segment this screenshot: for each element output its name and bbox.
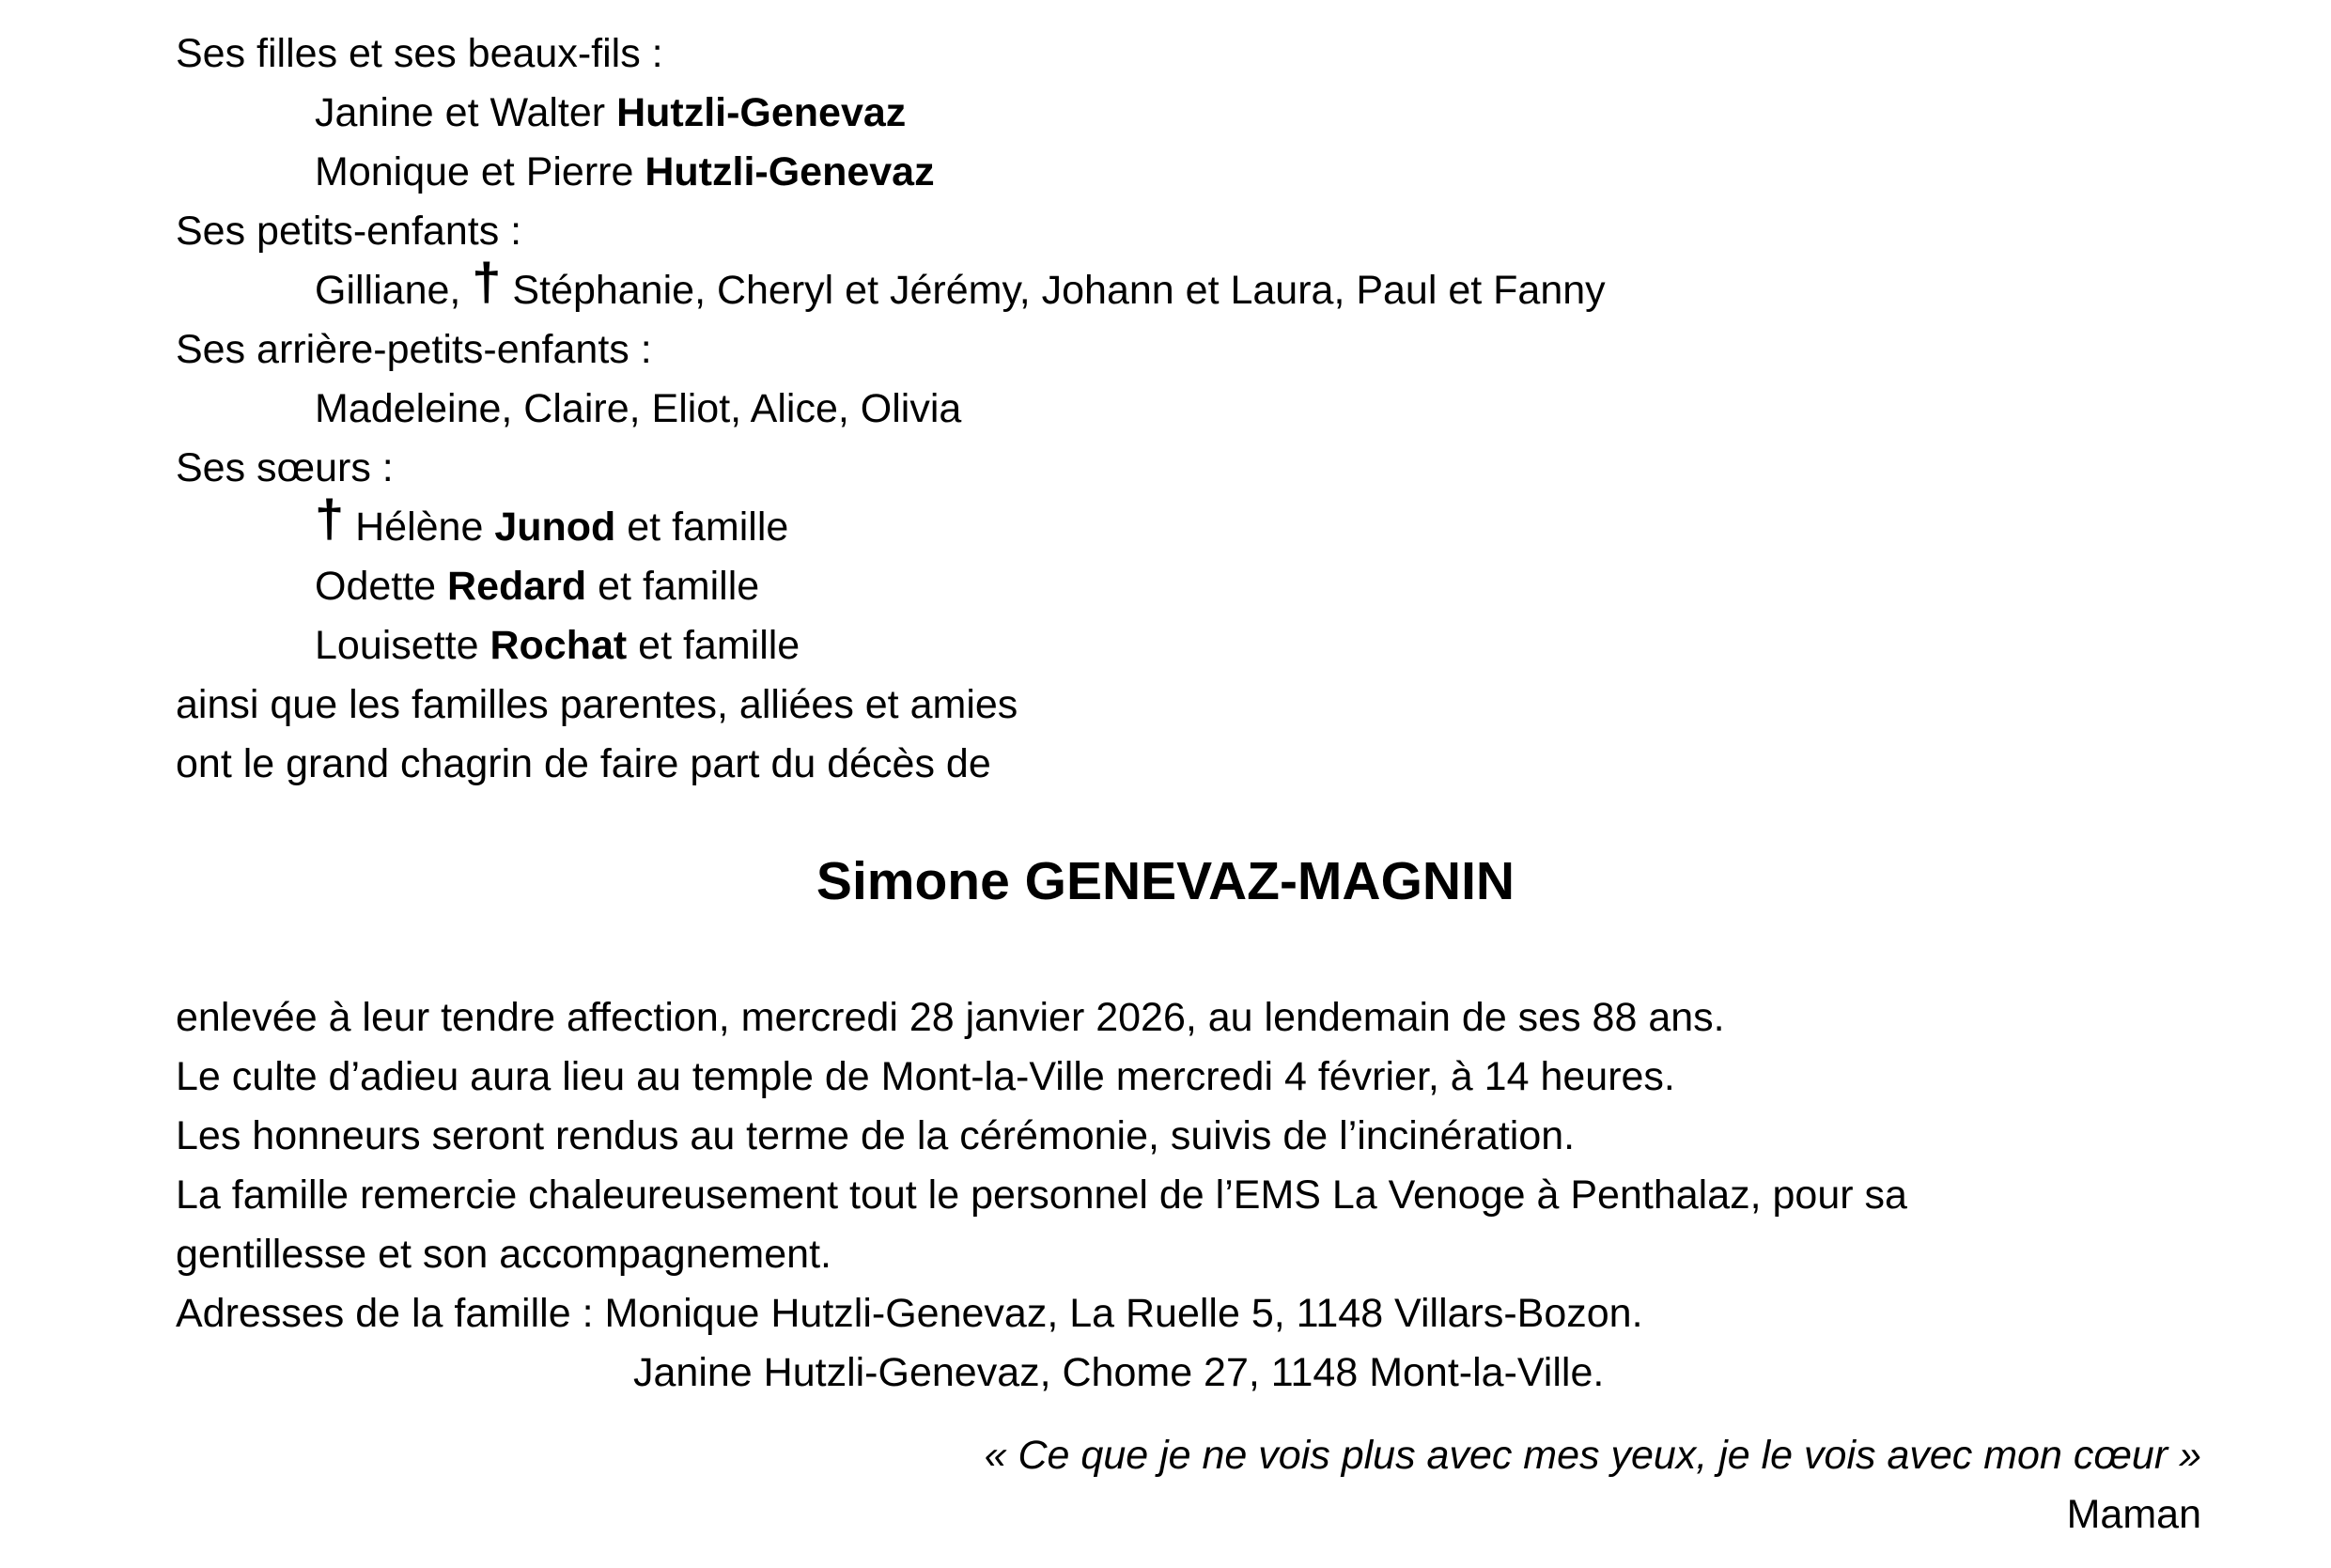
family-surname: Junod: [494, 505, 616, 550]
family-surname: Redard: [447, 564, 587, 609]
detail-line-death-date: enlevée à leur tendre affection, mercredi 28 janvier 2026, au lendemain de ses 88 ans.: [176, 995, 1725, 1040]
family-line-text: Louisette: [315, 623, 490, 668]
family-line-text: Odette: [315, 564, 448, 609]
family-line-text: Stéphanie, Cheryl et Jérémy, Johann et Laura, Paul et Fanny: [501, 268, 1606, 313]
family-line-text: Ses arrière-petits-enfants :: [176, 327, 652, 372]
family-line-daughters-header: [176, 24, 1606, 84]
family-line-text: ont le grand chagrin de faire part du décès de: [176, 741, 991, 786]
family-line-text: et famille: [615, 505, 789, 550]
family-line-monique-pierre: [176, 143, 1606, 202]
cross-icon: †: [472, 252, 502, 311]
details-section: [176, 988, 1907, 1403]
family-section: [176, 24, 1606, 794]
family-surname: Hutzli-Genevaz: [645, 149, 935, 194]
family-line-text: Ses sœurs :: [176, 445, 394, 490]
family-line-grandchildren: [176, 252, 1606, 320]
family-surname: Hutzli-Genevaz: [616, 90, 907, 135]
quote-section: [985, 1426, 2201, 1545]
family-line-text: Janine et Walter: [315, 90, 617, 135]
family-line-announcement: [176, 735, 1606, 794]
detail-line-thanks-1: La famille remercie chaleureusement tout le personnel de l’EMS La Venoge à Penthalaz, pour sa: [176, 1172, 1907, 1218]
detail-line-address-2: Janine Hutzli-Genevaz, Chome 27, 1148 Mont-la-Ville.: [633, 1350, 1605, 1395]
family-line-text: Ses filles et ses beaux-fils :: [176, 31, 663, 76]
family-line-sisters-header: [176, 439, 1606, 498]
family-line-text: et famille: [627, 623, 800, 668]
detail-line-address-1: Adresses de la famille : Monique Hutzli-Genevaz, La Ruelle 5, 1148 Villars-Bozon.: [176, 1291, 1643, 1336]
deceased-name: Simone GENEVAZ-MAGNIN: [816, 851, 1515, 911]
family-line-text: Madeleine, Claire, Eliot, Alice, Olivia: [315, 386, 962, 431]
family-line-helene: [176, 489, 1606, 557]
detail-line-thanks-2: gentillesse et son accompagnement.: [176, 1232, 831, 1277]
family-line-text: Monique et Pierre: [315, 149, 645, 194]
detail-line-honors: Les honneurs seront rendus au terme de la cérémonie, suivis de l’incinération.: [176, 1113, 1576, 1158]
family-line-text: Ses petits-enfants :: [176, 209, 522, 254]
family-line-text: ainsi que les familles parentes, alliées et amies: [176, 682, 1018, 727]
family-line-text: et famille: [586, 564, 760, 609]
family-line-odette: [176, 557, 1606, 616]
detail-line-service: Le culte d’adieu aura lieu au temple de Mont-la-Ville mercredi 4 février, à 14 heures.: [176, 1054, 1675, 1099]
family-line-text: Hélène: [344, 505, 495, 550]
family-line-janine-walter: [176, 84, 1606, 143]
cross-icon: †: [315, 489, 345, 548]
family-line-louisette: [176, 616, 1606, 675]
signature: Maman: [2066, 1492, 2201, 1537]
family-line-related-families: [176, 675, 1606, 735]
memorial-quote: « Ce que je ne vois plus avec mes yeux, je le vois avec mon cœur »: [984, 1433, 2201, 1478]
family-line-greatgrandchildren: [176, 380, 1606, 439]
family-line-greatgrandchildren-header: [176, 320, 1606, 380]
family-line-grandchildren-header: [176, 202, 1606, 261]
family-line-text: Gilliane,: [315, 268, 473, 313]
family-surname: Rochat: [490, 623, 628, 668]
